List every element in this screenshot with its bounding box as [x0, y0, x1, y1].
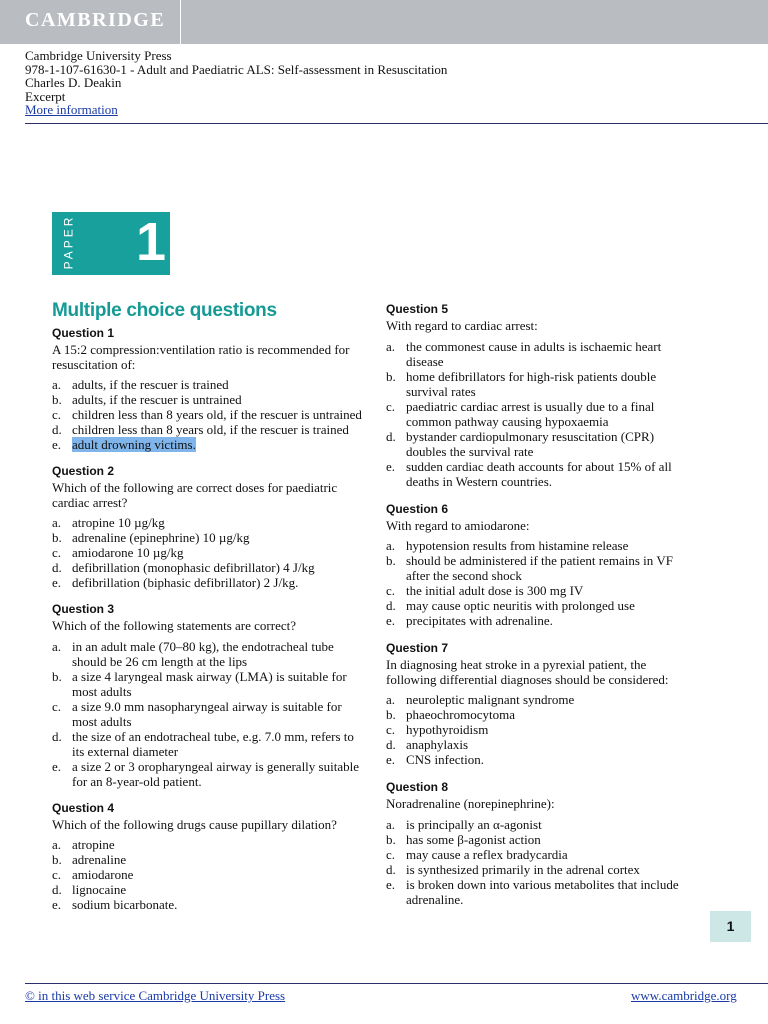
- answer-option: a. is principally an α-agonist: [386, 816, 542, 832]
- question-7: [386, 641, 696, 767]
- question-4: [52, 801, 364, 913]
- answer-option: c. hypothyroidism: [386, 722, 489, 737]
- answer-option: b. should be administered if the patient remains in VF after the second shock: [386, 553, 673, 583]
- question-stem: A 15:2 compression:ventilation ratio is recommended for resuscitation of:: [52, 342, 350, 372]
- question-2: [52, 464, 364, 590]
- answer-option: a. the commonest cause in adults is ischaemic heart disease: [386, 338, 662, 369]
- answer-option: c. a size 9.0 mm nasopharyngeal airway is suitable for most adults: [52, 698, 342, 729]
- question-8: [386, 780, 696, 907]
- answer-option: d. lignocaine: [52, 882, 127, 897]
- isbn-title: 978-1-107-61630-1 - Adult and Paediatric ALS: Self-assessment in Resuscitation: [25, 61, 448, 77]
- question-title: Question 6: [386, 501, 449, 516]
- answer-option: d. anaphylaxis: [386, 737, 469, 752]
- answer-option: c. amiodarone: [52, 867, 134, 882]
- answer-option: a. hypotension results from histamine release: [386, 538, 629, 553]
- answer-option: b. adults, if the rescuer is untrained: [52, 392, 242, 407]
- answer-option: e. sodium bicarbonate.: [52, 897, 178, 912]
- top-banner: [0, 0, 768, 44]
- question-6: [386, 502, 696, 629]
- author-name: Charles D. Deakin: [25, 75, 122, 91]
- cambridge-logo: CAMBRIDGE: [25, 9, 166, 31]
- question-stem: With regard to amiodarone:: [386, 517, 530, 533]
- answer-option: a. adults, if the rescuer is trained: [52, 377, 229, 392]
- question-title: Question 7: [386, 641, 449, 655]
- answer-option: d. defibrillation (monophasic defibrillator) 4 J/kg: [52, 560, 315, 575]
- question-5: [386, 302, 696, 489]
- answer-option: b. has some β-agonist action: [386, 831, 541, 847]
- question-stem: Which of the following statements are correct?: [52, 618, 297, 633]
- header-divider: [25, 123, 768, 124]
- answer-option: e. sudden cardiac death accounts for about 15% of all deaths in Western countries.: [386, 458, 672, 489]
- answer-option: b. phaeochromocytoma: [386, 707, 516, 722]
- answer-option: c. the initial adult dose is 300 mg IV: [386, 583, 584, 598]
- answer-option: e. is broken down into various metabolites that include adrenaline.: [386, 876, 679, 907]
- answer-option: d. may cause optic neuritis with prolonged use: [386, 598, 635, 613]
- answer-option: e. CNS infection.: [386, 752, 484, 767]
- answer-option: b. adrenaline (epinephrine) 10 µg/kg: [52, 530, 250, 545]
- question-title: Question 1: [52, 326, 115, 340]
- text-selection-highlight[interactable]: adult drowning victims.: [72, 437, 196, 452]
- answer-option: c. amiodarone 10 µg/kg: [52, 545, 184, 560]
- paper-label: PAPER: [61, 214, 76, 270]
- answer-option: a. atropine 10 µg/kg: [52, 515, 165, 530]
- answer-option: d. bystander cardiopulmonary resuscitation (CPR) doubles the survival rate: [386, 428, 655, 459]
- question-3: [52, 602, 364, 789]
- question-title: Question 5: [386, 302, 449, 316]
- answer-option: d. is synthesized primarily in the adrenal cortex: [386, 861, 640, 877]
- question-stem: Noradrenaline (norepinephrine):: [386, 796, 555, 811]
- question-stem: With regard to cardiac arrest:: [386, 318, 538, 333]
- answer-option: e. precipitates with adrenaline.: [386, 613, 553, 628]
- question-stem: Which of the following are correct doses for paediatric cardiac arrest?: [52, 480, 338, 510]
- publisher-name: Cambridge University Press: [25, 48, 172, 63]
- answer-option: d. the size of an endotracheal tube, e.g. 7.0 mm, refers to its external diameter: [52, 728, 354, 759]
- answer-option: c. may cause a reflex bradycardia: [386, 846, 568, 862]
- copyright-link[interactable]: © in this web service Cambridge University Press: [25, 988, 286, 1003]
- answer-option: a. atropine: [52, 837, 115, 852]
- answer-option: c. children less than 8 years old, if the rescuer is untrained: [52, 407, 362, 422]
- answer-option: b. a size 4 laryngeal mask airway (LMA) is suitable for most adults: [52, 668, 347, 699]
- answer-option: b. adrenaline: [52, 852, 127, 867]
- left-column: [52, 326, 364, 912]
- answer-option: d. children less than 8 years old, if the rescuer is trained: [52, 422, 349, 437]
- answer-option: e. a size 2 or 3 oropharyngeal airway is generally suitable for an 8-year-old patient.: [52, 758, 359, 789]
- book-metadata: [25, 49, 447, 117]
- more-information-link[interactable]: More information: [25, 102, 118, 118]
- question-stem: Which of the following drugs cause pupillary dilation?: [52, 816, 337, 832]
- paper-badge: [52, 212, 170, 275]
- website-link[interactable]: www.cambridge.org: [631, 988, 737, 1003]
- footer-divider: [25, 983, 768, 984]
- page-number-box: 1: [710, 911, 751, 942]
- answer-option: e. defibrillation (biphasic defibrillator) 2 J/kg.: [52, 575, 299, 590]
- answer-option: c. paediatric cardiac arrest is usually due to a final common pathway causing hypoxaemia: [386, 398, 655, 429]
- excerpt-label: Excerpt: [25, 88, 66, 104]
- question-1: [52, 326, 364, 452]
- answer-option-highlighted[interactable]: e. adult drowning victims.: [52, 437, 196, 452]
- answer-option: a. in an adult male (70–80 kg), the endotracheal tube should be 26 cm length at the lips: [52, 638, 334, 669]
- question-title: Question 3: [52, 602, 115, 616]
- paper-number: 1: [135, 212, 166, 272]
- right-column: [386, 302, 696, 907]
- banner-divider: [180, 0, 181, 44]
- question-title: Question 4: [52, 800, 115, 815]
- question-title: Question 2: [52, 464, 115, 478]
- question-title: Question 8: [386, 780, 449, 794]
- answer-option: a. neuroleptic malignant syndrome: [386, 692, 575, 707]
- answer-option: b. home defibrillators for high-risk patients double survival rates: [386, 368, 657, 399]
- section-title: Multiple choice questions: [52, 300, 277, 321]
- question-stem: In diagnosing heat stroke in a pyrexial patient, the following differential diagnoses should be considered:: [386, 657, 669, 687]
